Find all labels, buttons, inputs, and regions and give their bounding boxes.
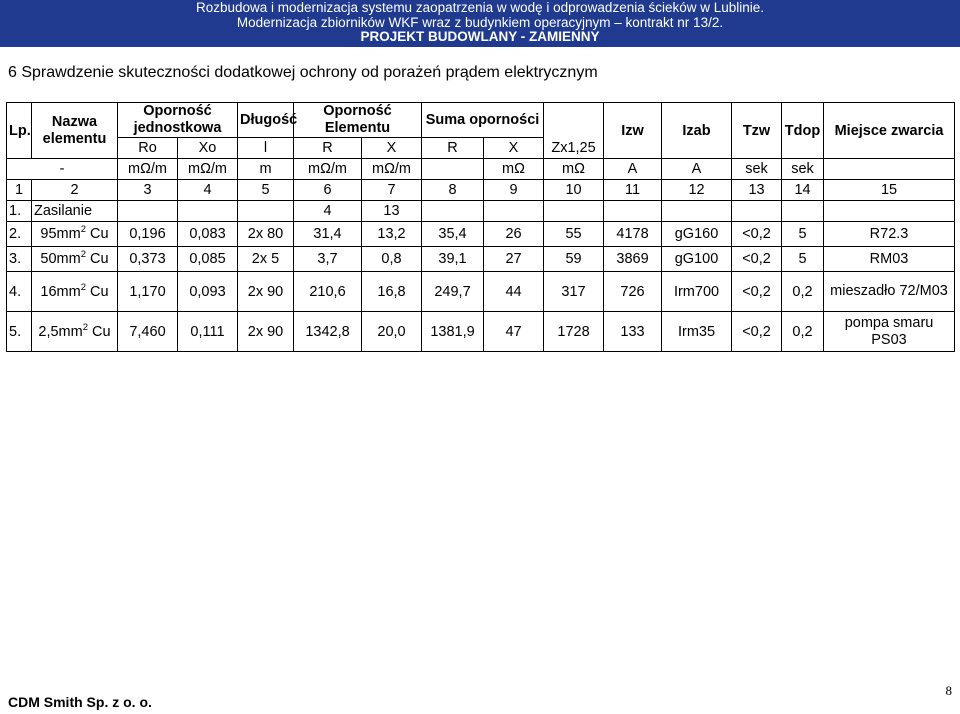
- sub-r1: R: [294, 138, 362, 159]
- row-miejsce: pompa smaru PS03: [824, 312, 955, 352]
- number-cell: 5: [238, 180, 294, 201]
- row-xo: 0,093: [178, 272, 238, 312]
- row-r: 31,4: [294, 222, 362, 247]
- row-lp: 3.: [7, 247, 32, 272]
- row-r: 210,6: [294, 272, 362, 312]
- unit-cell: [824, 159, 955, 180]
- number-cell: 11: [604, 180, 662, 201]
- col-opornosc-elem: Oporność Elementu: [294, 103, 422, 138]
- unit-cell: mΩ/m: [178, 159, 238, 180]
- row-sum-x: 44: [484, 272, 544, 312]
- row-xo: 0,111: [178, 312, 238, 352]
- document-header: [0, 0, 960, 47]
- empty-cell: [604, 201, 662, 222]
- row-tzw: <0,2: [732, 222, 782, 247]
- number-cell: 10: [544, 180, 604, 201]
- row-ro: 0,196: [118, 222, 178, 247]
- row-r: 1342,8: [294, 312, 362, 352]
- number-cell: 12: [662, 180, 732, 201]
- sub-xo: Xo: [178, 138, 238, 159]
- row-name: $16mm^2$ Cu: [32, 272, 118, 312]
- unit-cell: mΩ: [484, 159, 544, 180]
- table-row: [7, 312, 955, 352]
- unit-cell: mΩ/m: [118, 159, 178, 180]
- row-zx: 1728: [544, 312, 604, 352]
- number-cell: 6: [294, 180, 362, 201]
- row-tzw: <0,2: [732, 312, 782, 352]
- table-row: [7, 201, 955, 222]
- row-izw: 3869: [604, 247, 662, 272]
- row-xo: 0,083: [178, 222, 238, 247]
- protection-table: [6, 102, 955, 352]
- unit-cell: mΩ/m: [294, 159, 362, 180]
- row-sum-x: 26: [484, 222, 544, 247]
- unit-cell: sek: [782, 159, 824, 180]
- col-izw: Izw: [604, 103, 662, 159]
- header-line-3: PROJEKT BUDOWLANY - ZAMIENNY: [360, 29, 600, 44]
- empty-cell: [732, 201, 782, 222]
- header-line-1: Rozbudowa i modernizacja systemu zaopatrzenia w wodę i odprowadzenia ścieków w Lublinie.: [195, 0, 765, 15]
- header-row-1: [7, 103, 955, 138]
- units-row: [7, 159, 955, 180]
- row-izab: Irm35: [662, 312, 732, 352]
- row-ro: 7,460: [118, 312, 178, 352]
- row-l: 2x 5: [238, 247, 294, 272]
- unit-cell: [422, 159, 484, 180]
- row-name: Zasilanie: [32, 201, 118, 222]
- number-cell: 14: [782, 180, 824, 201]
- row-xo: 0,085: [178, 247, 238, 272]
- row-zx: 59: [544, 247, 604, 272]
- col-suma: Suma oporności: [422, 103, 544, 138]
- unit-cell: -: [7, 159, 118, 180]
- row-l: 2x 90: [238, 272, 294, 312]
- number-cell: 15: [824, 180, 955, 201]
- empty-cell: [484, 201, 544, 222]
- col-miejsce: Miejsce zwarcia: [824, 103, 955, 159]
- empty-cell: [782, 201, 824, 222]
- col-tzw: Tzw: [732, 103, 782, 159]
- row-miejsce: RM03: [824, 247, 955, 272]
- empty-cell: [544, 201, 604, 222]
- row-l: 2x 90: [238, 312, 294, 352]
- row-name: $50mm^2$ Cu: [32, 247, 118, 272]
- row-x: 0,8: [362, 247, 422, 272]
- row-ro: 1,170: [118, 272, 178, 312]
- row-miejsce: R72.3: [824, 222, 955, 247]
- header-blank: [544, 103, 604, 138]
- row-izw: 4178: [604, 222, 662, 247]
- row-izw: 726: [604, 272, 662, 312]
- unit-cell: mΩ: [544, 159, 604, 180]
- row-r: 3,7: [294, 247, 362, 272]
- col-tdop: Tdop: [782, 103, 824, 159]
- row-tdop: 0,2: [782, 272, 824, 312]
- section-title: 6 Sprawdzenie skuteczności dodatkowej ochrony od porażeń prądem elektrycznym: [8, 64, 598, 81]
- sub-zx: Zx1,25: [544, 138, 604, 159]
- row-x: 20,0: [362, 312, 422, 352]
- row-r: 4: [294, 201, 362, 222]
- unit-cell: m: [238, 159, 294, 180]
- row-l: 2x 80: [238, 222, 294, 247]
- row-tdop: 5: [782, 222, 824, 247]
- row-sum-x: 27: [484, 247, 544, 272]
- row-izw: 133: [604, 312, 662, 352]
- row-x: 16,8: [362, 272, 422, 312]
- sub-l: l: [238, 138, 294, 159]
- empty-cell: [178, 201, 238, 222]
- unit-cell: mΩ/m: [362, 159, 422, 180]
- empty-cell: [662, 201, 732, 222]
- row-x: 13: [362, 201, 422, 222]
- row-lp: 2.: [7, 222, 32, 247]
- row-lp: 4.: [7, 272, 32, 312]
- sub-x1: X: [362, 138, 422, 159]
- company-name: CDM Smith Sp. z o. o.: [8, 694, 152, 710]
- row-lp: 5.: [7, 312, 32, 352]
- numbers-row: [7, 180, 955, 201]
- number-cell: 7: [362, 180, 422, 201]
- col-dlugosc: Długość: [238, 103, 294, 138]
- number-cell: 3: [118, 180, 178, 201]
- unit-cell: sek: [732, 159, 782, 180]
- empty-cell: [824, 201, 955, 222]
- row-sum-r: 39,1: [422, 247, 484, 272]
- sub-r2: R: [422, 138, 484, 159]
- sub-ro: Ro: [118, 138, 178, 159]
- col-opornosc-jedn: Oporność jednostkowa: [118, 103, 238, 138]
- row-miejsce: mieszadło 72/M03: [824, 272, 955, 312]
- header-line-2: Modernizacja zbiorników WKF wraz z budynkiem operacyjnym – kontrakt nr 13/2.: [236, 14, 724, 30]
- number-cell: 4: [178, 180, 238, 201]
- row-sum-r: 249,7: [422, 272, 484, 312]
- number-cell: 1: [7, 180, 32, 201]
- empty-cell: [238, 201, 294, 222]
- table-row: [7, 272, 955, 312]
- table-row: [7, 247, 955, 272]
- unit-cell: A: [662, 159, 732, 180]
- unit-cell: A: [604, 159, 662, 180]
- row-sum-r: 1381,9: [422, 312, 484, 352]
- row-tzw: <0,2: [732, 272, 782, 312]
- row-tdop: 0,2: [782, 312, 824, 352]
- number-cell: 2: [32, 180, 118, 201]
- page-number: 8: [945, 683, 952, 698]
- row-izab: gG160: [662, 222, 732, 247]
- number-cell: 13: [732, 180, 782, 201]
- col-izab: Izab: [662, 103, 732, 159]
- empty-cell: [118, 201, 178, 222]
- row-sum-x: 47: [484, 312, 544, 352]
- row-sum-r: 35,4: [422, 222, 484, 247]
- row-izab: gG100: [662, 247, 732, 272]
- row-lp: 1.: [7, 201, 32, 222]
- row-ro: 0,373: [118, 247, 178, 272]
- row-izab: Irm700: [662, 272, 732, 312]
- row-tzw: <0,2: [732, 247, 782, 272]
- empty-cell: [422, 201, 484, 222]
- row-x: 13,2: [362, 222, 422, 247]
- number-cell: 9: [484, 180, 544, 201]
- row-zx: 55: [544, 222, 604, 247]
- number-cell: 8: [422, 180, 484, 201]
- row-zx: 317: [544, 272, 604, 312]
- row-tdop: 5: [782, 247, 824, 272]
- row-name: $95mm^2$ Cu: [32, 222, 118, 247]
- row-name: $2,5mm^2$ Cu: [32, 312, 118, 352]
- col-nazwa: Nazwa elementu: [32, 103, 118, 159]
- sub-x2: X: [484, 138, 544, 159]
- col-lp: Lp.: [7, 103, 32, 159]
- table-row: [7, 222, 955, 247]
